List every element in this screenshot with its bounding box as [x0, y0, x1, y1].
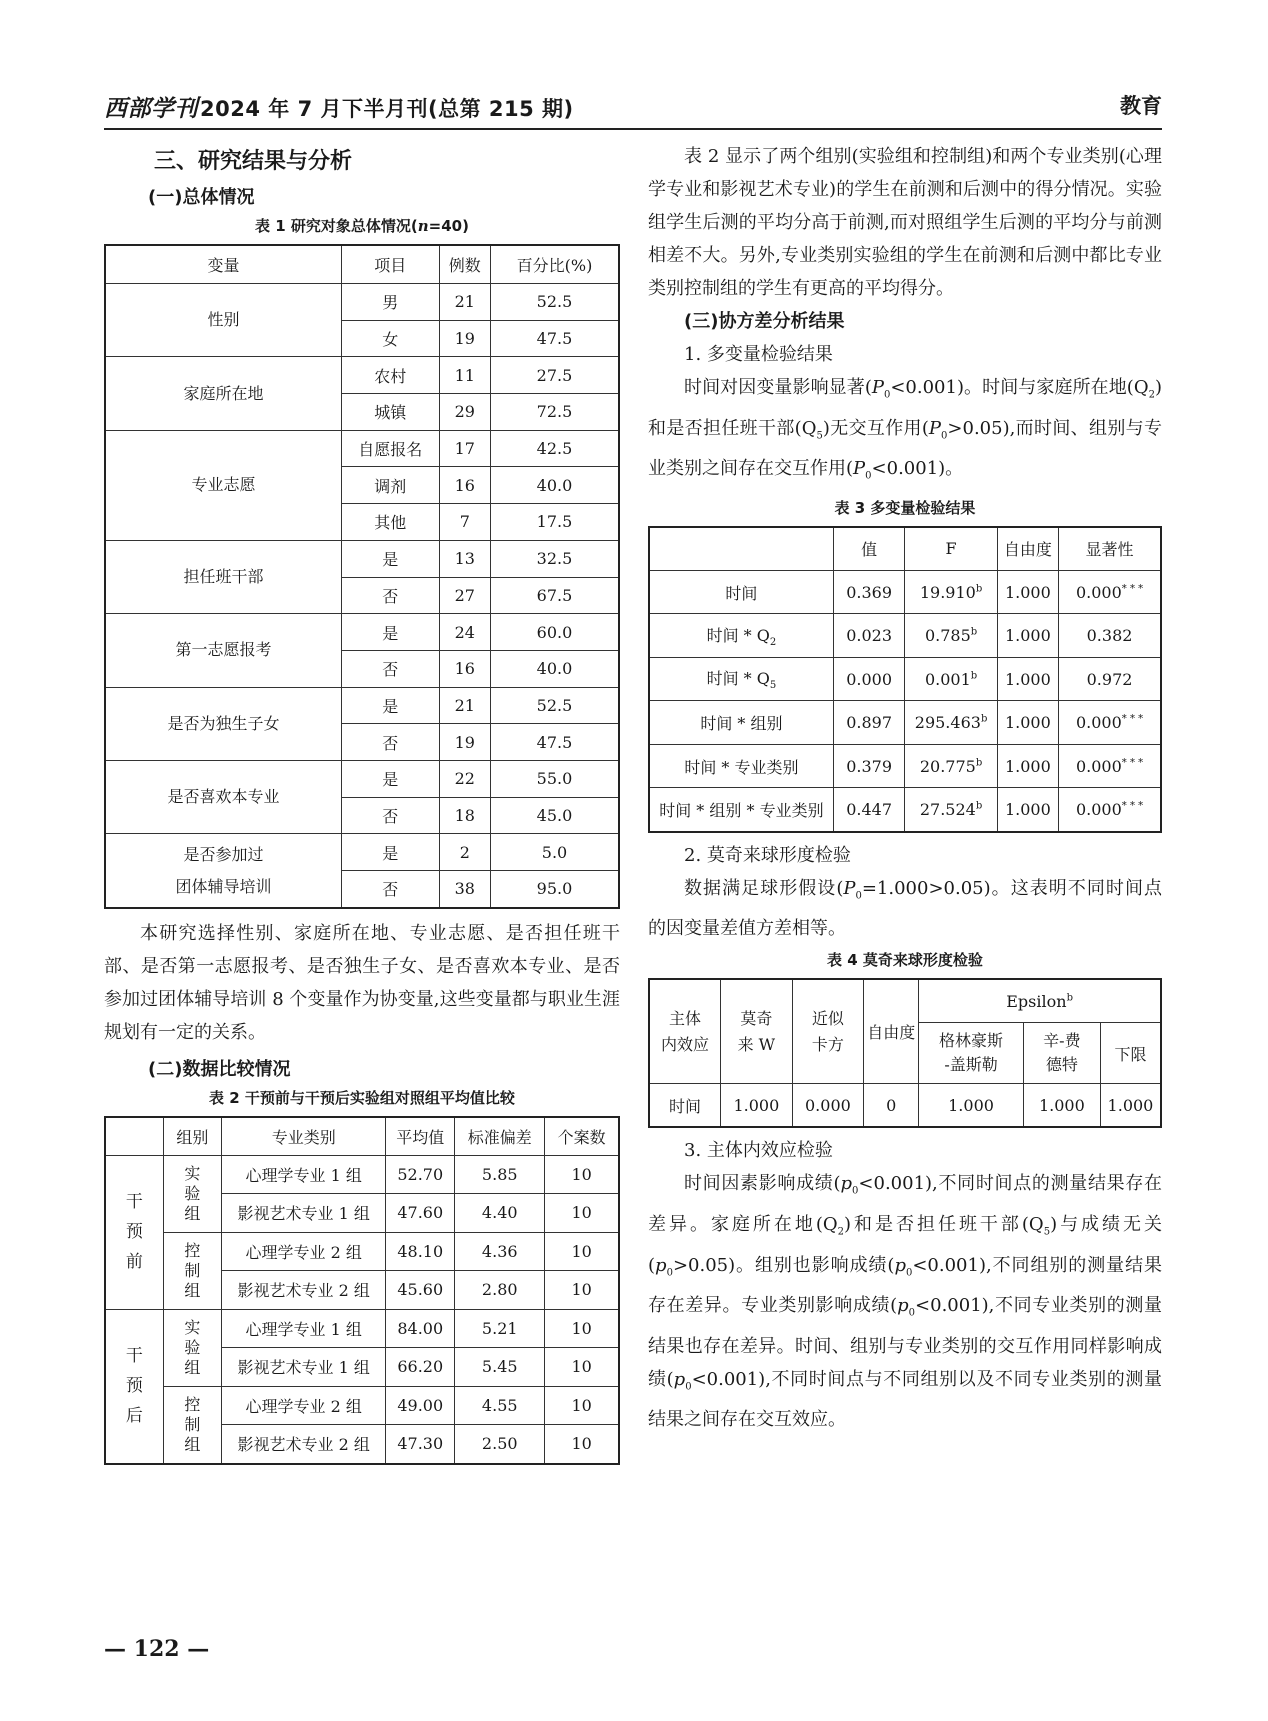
- table2-cell: 4.40: [455, 1194, 545, 1233]
- table1-cell: 2: [439, 834, 490, 871]
- table2-cell: 影视艺术专业 2 组: [222, 1271, 386, 1310]
- table3-df-cell: 1.000: [997, 614, 1058, 658]
- table1-cell: 32.5: [490, 540, 619, 577]
- table1-caption-n: n: [417, 217, 429, 235]
- table1-row: [105, 687, 619, 724]
- table4: [648, 978, 1162, 1128]
- table1-cell: 22: [439, 760, 490, 797]
- table3-row: [649, 788, 1161, 832]
- table1-cell: 19: [439, 320, 490, 357]
- table1-cell: 调剂: [341, 467, 439, 504]
- table2-cell: 5.85: [455, 1155, 545, 1194]
- table1-cell: 男: [341, 284, 439, 321]
- subsection-ancova: (三)协方差分析结果: [684, 311, 845, 332]
- table1-cell: 42.5: [490, 430, 619, 467]
- table3-row: [649, 570, 1161, 614]
- table2-cell: 66.20: [386, 1348, 455, 1387]
- table2-cell: 48.10: [386, 1232, 455, 1271]
- section-label: 教育: [1120, 94, 1162, 118]
- table1-cell: 5.0: [490, 834, 619, 871]
- page-number: — 122 —: [104, 1636, 210, 1662]
- table2-cell: 45.60: [386, 1271, 455, 1310]
- table1-row: [105, 760, 619, 797]
- issue-text: 2024 年 7 月下半月刊(总第 215 期): [200, 97, 574, 121]
- table1-cell: 47.5: [490, 724, 619, 761]
- table1-variable-cell: 性别: [105, 284, 341, 357]
- table2-cell: 5.21: [455, 1309, 545, 1348]
- table4-cell: 0.000: [792, 1084, 864, 1128]
- table1-cell: 否: [341, 650, 439, 687]
- table2-cell: 影视艺术专业 1 组: [222, 1348, 386, 1387]
- table2-phase-cell: 干 预 前: [105, 1155, 163, 1309]
- table3-f-cell: 0.785$^b$: [905, 614, 997, 658]
- table2-group-cell: 实 验 组: [163, 1309, 221, 1386]
- right-column: [648, 140, 1162, 1436]
- table2-cell: 10: [545, 1309, 619, 1348]
- table1-cell: 95.0: [490, 871, 619, 908]
- table3-sig-cell: 0.000* * *: [1059, 701, 1161, 745]
- table4-cell: 0: [864, 1084, 919, 1128]
- table4-cell: 时间: [649, 1084, 721, 1128]
- table4-header-cell: 自由度: [864, 979, 919, 1084]
- table1-cell: 72.5: [490, 394, 619, 431]
- table2-row: [105, 1309, 619, 1348]
- right-paragraph-1: 表 2 显示了两个组别(实验组和控制组)和两个专业类别(心理学专业和影视艺术专业)的学生在前测和后测中的得分情况。实验组学生后测的平均分高于前测,而对照组学生后测的平均分与前测相差不大。另外,专业类别实验组的学生在前测和后测中都比专业类别控制组的学生有更高的平均得分。: [648, 146, 1162, 299]
- table1-cell: 40.0: [490, 650, 619, 687]
- table3-label-cell: 时间 * 组别 * 专业类别: [649, 788, 833, 832]
- table3-sig-cell: 0.000* * *: [1059, 570, 1161, 614]
- table1-caption: [104, 215, 620, 236]
- table2-cell: 4.36: [455, 1232, 545, 1271]
- table4-cell: 1.000: [1023, 1084, 1100, 1128]
- table1-cell: 52.5: [490, 687, 619, 724]
- table2: [104, 1116, 620, 1465]
- table1-row: [105, 357, 619, 394]
- table1-variable-cell: 是否喜欢本专业: [105, 760, 341, 833]
- table2-cell: 心理学专业 2 组: [222, 1386, 386, 1425]
- table2-row: [105, 1155, 619, 1194]
- table3-caption: 表 3 多变量检验结果: [834, 498, 976, 517]
- table2-cell: 影视艺术专业 2 组: [222, 1425, 386, 1464]
- table3-sig-cell: 0.382: [1059, 614, 1161, 658]
- table1-row: [105, 614, 619, 651]
- table1-cell: 24: [439, 614, 490, 651]
- journal-logo: 西部学刊: [104, 95, 198, 122]
- table3-header-cell: 自由度: [997, 527, 1058, 571]
- table3-header-row: [649, 527, 1161, 571]
- table2-caption: 表 2 干预前与干预后实验组对照组平均值比较: [209, 1088, 515, 1107]
- table2-header-cell: 标准偏差: [455, 1117, 545, 1156]
- table1-cell: 女: [341, 320, 439, 357]
- table3-label-cell: 时间 * $Q_2$: [649, 614, 833, 658]
- table1-cell: 45.0: [490, 797, 619, 834]
- table1-cell: 27: [439, 577, 490, 614]
- table3-f-cell: 0.001$^b$: [905, 657, 997, 701]
- table2-header-cell: [105, 1117, 163, 1156]
- table1-cell: 是: [341, 614, 439, 651]
- table2-cell: 10: [545, 1232, 619, 1271]
- table1-header-cell: 项目: [341, 245, 439, 284]
- table3-label-cell: 时间 * 组别: [649, 701, 833, 745]
- table3-f-cell: 20.775$^b$: [905, 744, 997, 788]
- table4-header-cell: 辛-费 德特: [1023, 1023, 1100, 1084]
- table4-header-cell: 下限: [1100, 1023, 1161, 1084]
- table1-cell: 17.5: [490, 504, 619, 541]
- table1-cell: 52.5: [490, 284, 619, 321]
- table1-cell: 47.5: [490, 320, 619, 357]
- table3-f-cell: 295.463$^b$: [905, 701, 997, 745]
- table1-cell: 其他: [341, 504, 439, 541]
- table1-cell: 60.0: [490, 614, 619, 651]
- table3-value-cell: 0.369: [833, 570, 905, 614]
- table4-header-cell: 近似 卡方: [792, 979, 864, 1084]
- table1-cell: 13: [439, 540, 490, 577]
- table1-cell: 27.5: [490, 357, 619, 394]
- item-within-subject: 3. 主体内效应检验: [684, 1140, 833, 1162]
- table1-cell: 城镇: [341, 394, 439, 431]
- table1-cell: 55.0: [490, 760, 619, 797]
- table3-label-cell: 时间: [649, 570, 833, 614]
- table2-cell: 52.70: [386, 1155, 455, 1194]
- table3-row: [649, 701, 1161, 745]
- table1-variable-cell: 专业志愿: [105, 430, 341, 540]
- left-paragraph-1: 本研究选择性别、家庭所在地、专业志愿、是否担任班干部、是否第一志愿报考、是否独生子女、是否喜欢本专业、是否参加过团体辅导培训 8 个变量作为协变量,这些变量都与职业生涯规划有一定的关系。: [104, 922, 620, 1043]
- item-multivariate: 1. 多变量检验结果: [684, 344, 833, 365]
- page-header: [104, 88, 1162, 130]
- table2-header-cell: 平均值: [386, 1117, 455, 1156]
- table1: [104, 244, 620, 909]
- table3-row: [649, 744, 1161, 788]
- item-mauchly: 2. 莫奇来球形度检验: [684, 844, 851, 866]
- table2-phase-cell: 干 预 后: [105, 1309, 163, 1464]
- table2-cell: 影视艺术专业 1 组: [222, 1194, 386, 1233]
- table2-cell: 84.00: [386, 1309, 455, 1348]
- table1-cell: 否: [341, 724, 439, 761]
- table3-f-cell: 27.524$^b$: [905, 788, 997, 832]
- table1-cell: 16: [439, 467, 490, 504]
- table1-cell: 67.5: [490, 577, 619, 614]
- table3-value-cell: 0.447: [833, 788, 905, 832]
- table2-cell: 4.55: [455, 1386, 545, 1425]
- table2-cell: 2.50: [455, 1425, 545, 1464]
- table1-caption-text: 表 1 研究对象总体情况(: [255, 217, 418, 235]
- table3-df-cell: 1.000: [997, 657, 1058, 701]
- table1-cell: 是: [341, 760, 439, 797]
- table1-header-cell: 例数: [439, 245, 490, 284]
- table3-sig-cell: 0.000* * *: [1059, 744, 1161, 788]
- left-column: [104, 140, 620, 1465]
- table3-df-cell: 1.000: [997, 744, 1058, 788]
- table3-row: [649, 657, 1161, 701]
- table1-cell: 否: [341, 577, 439, 614]
- table3-header-cell: [649, 527, 833, 571]
- table1-variable-cell: 是否为独生子女: [105, 687, 341, 760]
- table1-cell: 17: [439, 430, 490, 467]
- subsection-overall: (一)总体情况: [148, 187, 255, 208]
- table3-df-cell: 1.000: [997, 570, 1058, 614]
- table2-cell: 10: [545, 1425, 619, 1464]
- table4-cell: 1.000: [721, 1084, 793, 1128]
- table4-header-cell: 主体 内效应: [649, 979, 721, 1084]
- table3-value-cell: 0.000: [833, 657, 905, 701]
- table4-header-cell: 格林豪斯 -盖斯勒: [919, 1023, 1024, 1084]
- table4-caption: 表 4 莫奇来球形度检验: [827, 951, 983, 970]
- table1-row: [105, 540, 619, 577]
- table3-label-cell: 时间 * $Q_5$: [649, 657, 833, 701]
- table2-cell: 10: [545, 1194, 619, 1233]
- table2-group-cell: 实 验 组: [163, 1155, 221, 1232]
- table3-sig-cell: 0.000* * *: [1059, 788, 1161, 832]
- table3: [648, 526, 1162, 833]
- table2-cell: 2.80: [455, 1271, 545, 1310]
- table1-cell: 否: [341, 797, 439, 834]
- table1-caption-tail: =40): [428, 217, 469, 235]
- table2-cell: 10: [545, 1386, 619, 1425]
- table3-value-cell: 0.897: [833, 701, 905, 745]
- table1-header-cell: 百分比(%): [490, 245, 619, 284]
- table3-df-cell: 1.000: [997, 701, 1058, 745]
- table1-cell: 40.0: [490, 467, 619, 504]
- table1-cell: 自愿报名: [341, 430, 439, 467]
- table1-cell: 7: [439, 504, 490, 541]
- table2-cell: 心理学专业 2 组: [222, 1232, 386, 1271]
- table1-cell: 21: [439, 284, 490, 321]
- table4-cell: 1.000: [1100, 1084, 1161, 1128]
- table3-value-cell: 0.023: [833, 614, 905, 658]
- table4-header-cell: 莫奇 来 W: [721, 979, 793, 1084]
- table2-row: [105, 1386, 619, 1425]
- table1-row: [105, 284, 619, 321]
- table2-row: [105, 1232, 619, 1271]
- right-paragraph-2: 时间对因变量影响显著$(P_0<0.001)$。时间与家庭所在地$(Q_2)$和是否担任班干部$(Q_5)$无交互作用$(P_0>0.05)$,而时间、组别与专业类别之间存在交互作用$(P_0<0.001)$。: [648, 377, 1162, 482]
- table2-cell: 49.00: [386, 1386, 455, 1425]
- table3-df-cell: 1.000: [997, 788, 1058, 832]
- table1-variable-cell: 家庭所在地: [105, 357, 341, 430]
- table2-header-row: [105, 1117, 619, 1156]
- table2-cell: 10: [545, 1155, 619, 1194]
- table1-cell: 是: [341, 687, 439, 724]
- table3-header-cell: 值: [833, 527, 905, 571]
- table4-header-row: [649, 979, 1161, 1023]
- table4-epsilon-header: Epsilon$^b$: [919, 979, 1161, 1023]
- table2-cell: 10: [545, 1271, 619, 1310]
- table3-header-cell: 显著性: [1059, 527, 1161, 571]
- table1-header-cell: 变量: [105, 245, 341, 284]
- table1-cell: 38: [439, 871, 490, 908]
- table1-variable-cell: 第一志愿报考: [105, 614, 341, 687]
- right-paragraph-3: 数据满足球形假设$(P_0=1.000>0.05)$。这表明不同时间点的因变量差值方差相等。: [648, 877, 1162, 940]
- table1-variable-cell: 是否参加过 团体辅导培训: [105, 834, 341, 908]
- table1-cell: 16: [439, 650, 490, 687]
- table3-label-cell: 时间 * 专业类别: [649, 744, 833, 788]
- table3-row: [649, 614, 1161, 658]
- table1-row: [105, 834, 619, 871]
- table1-variable-cell: 担任班干部: [105, 540, 341, 613]
- table3-header-cell: F: [905, 527, 997, 571]
- table4-row: [649, 1084, 1161, 1128]
- table1-cell: 否: [341, 871, 439, 908]
- table3-value-cell: 0.379: [833, 744, 905, 788]
- section-title: 三、研究结果与分析: [154, 149, 353, 174]
- table4-cell: 1.000: [919, 1084, 1024, 1128]
- table2-cell: 47.30: [386, 1425, 455, 1464]
- table1-cell: 21: [439, 687, 490, 724]
- table1-cell: 18: [439, 797, 490, 834]
- table2-cell: 心理学专业 1 组: [222, 1155, 386, 1194]
- table2-cell: 10: [545, 1348, 619, 1387]
- subsection-comparison: (二)数据比较情况: [148, 1058, 291, 1080]
- table2-header-cell: 专业类别: [222, 1117, 386, 1156]
- table1-row: [105, 430, 619, 467]
- table1-cell: 11: [439, 357, 490, 394]
- table1-cell: 29: [439, 394, 490, 431]
- table2-cell: 心理学专业 1 组: [222, 1309, 386, 1348]
- table2-cell: 5.45: [455, 1348, 545, 1387]
- table1-cell: 是: [341, 540, 439, 577]
- table1-header-row: [105, 245, 619, 284]
- table1-cell: 是: [341, 834, 439, 871]
- table1-cell: 19: [439, 724, 490, 761]
- table2-cell: 47.60: [386, 1194, 455, 1233]
- table3-sig-cell: 0.972: [1059, 657, 1161, 701]
- table1-cell: 农村: [341, 357, 439, 394]
- table3-f-cell: 19.910$^b$: [905, 570, 997, 614]
- journal-issue: [104, 90, 574, 123]
- table2-group-cell: 控 制 组: [163, 1232, 221, 1309]
- table2-header-cell: 组别: [163, 1117, 221, 1156]
- right-paragraph-4: 时间因素影响成绩$(p_0<0.001)$,不同时间点的测量结果存在差异。家庭所在地$(Q_2)$和是否担任班干部$(Q_5)$与成绩无关$(p_0>0.05)$。组别也影响成绩$(p_0<0.001)$,不同组别的测量结果存在差异。专业类别影响成绩$(p_0<0.001)$,不同专业类别的测量结果也存在差异。时间、组别与专业类别的交互作用同样影响成绩$(p_0<0.001)$,不同时间点与不同组别以及不同专业类别的测量结果之间存在交互效应。: [648, 1173, 1162, 1431]
- table2-group-cell: 控 制 组: [163, 1386, 221, 1464]
- table2-header-cell: 个案数: [545, 1117, 619, 1156]
